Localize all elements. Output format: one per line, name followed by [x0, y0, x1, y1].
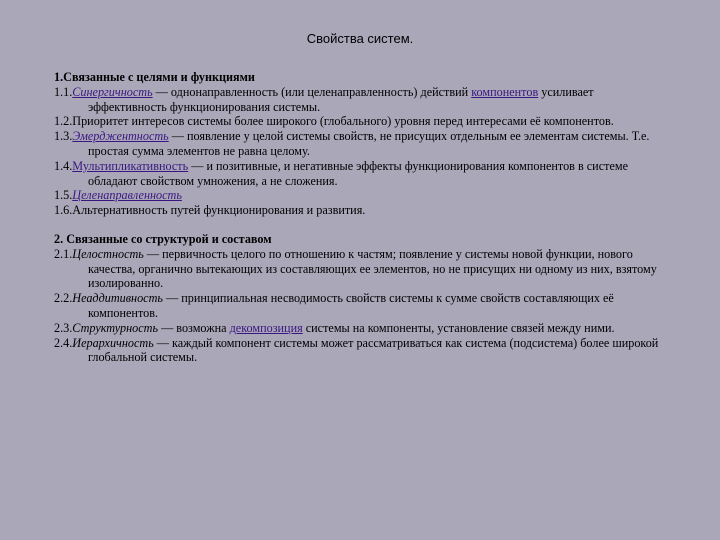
list-item-2-4 [54, 336, 674, 366]
item-number: 1.3. [54, 129, 73, 144]
list-item-1-3 [54, 129, 674, 159]
decomposition-link[interactable]: декомпозиция [229, 320, 303, 335]
item-term: Иерархичность [72, 335, 154, 350]
list-item-2-1 [54, 247, 674, 291]
purposefulness-link[interactable]: Целенаправленность [72, 188, 182, 203]
item-term: Целостность [72, 246, 144, 261]
synergy-link[interactable]: Синергичность [72, 84, 153, 99]
item-text: — и позитивные, и негативные эффекты функционирования компонентов в системе обладают свойством умножения, а не сложения. [88, 158, 628, 188]
item-term: Структурность [72, 320, 159, 335]
item-text: — возможна [158, 320, 230, 335]
page-title: Свойства систем. [306, 31, 414, 46]
item-text: — первичность целого по отношению к частям; появление у системы новой функции, нового качества, органично вытекающих из составляющих ее элементов, но не присущих ни одному из них, взятому изолированно. [88, 246, 657, 291]
item-term: Неаддитивность [72, 291, 163, 306]
list-item-1-6 [54, 203, 674, 218]
item-number: 1.4. [54, 158, 73, 173]
section-2-heading: 2. Связанные со структурой и составом [54, 231, 272, 246]
item-number: 2.3. [54, 320, 73, 335]
list-item-1-1 [54, 85, 674, 115]
item-number: 1.6. [54, 203, 73, 218]
multiplicativity-link[interactable]: Мультипликативность [72, 158, 189, 173]
emergence-link[interactable]: Эмерджентность [72, 129, 169, 144]
components-link[interactable]: компонентов [471, 84, 539, 99]
item-text: Приоритет интересов системы более широкого (глобального) уровня перед интересами её компонентов. [72, 114, 614, 129]
item-number: 2.1. [54, 246, 73, 261]
item-number: 1.2. [54, 114, 73, 129]
item-text: — каждый компонент системы может рассматриваться как система (подсистема) более широкой глобальной системы. [88, 335, 659, 365]
list-item-1-2 [54, 114, 674, 129]
item-text: Альтернативность путей функционирования и развития. [72, 203, 366, 218]
item-text: — принципиальная несводимость свойств системы к сумме свойств составляющих её компонентов. [88, 291, 614, 320]
item-text: — однонаправленность (или целенаправленность) действий [152, 84, 472, 99]
item-text: системы на компоненты, установление связей между ними. [302, 320, 615, 335]
item-text: усиливает эффективность функционирования системы. [88, 84, 594, 114]
section-1-heading: 1.Связанные с целями и функциями [54, 70, 255, 84]
item-number: 1.1. [54, 84, 73, 99]
list-item-1-5 [54, 188, 674, 203]
item-number: 2.4. [54, 335, 73, 350]
list-item-1-4 [54, 159, 674, 189]
section-gap [54, 218, 674, 232]
item-number: 1.5. [54, 188, 73, 203]
item-number: 2.2. [54, 291, 73, 306]
list-item-2-2 [54, 291, 674, 321]
document-body [54, 70, 674, 365]
item-text: — появление у целой системы свойств, не присущих отдельным ее элементам системы. Т.е. простая сумма элементов не равна целому. [88, 129, 650, 158]
list-item-2-3 [54, 321, 674, 336]
